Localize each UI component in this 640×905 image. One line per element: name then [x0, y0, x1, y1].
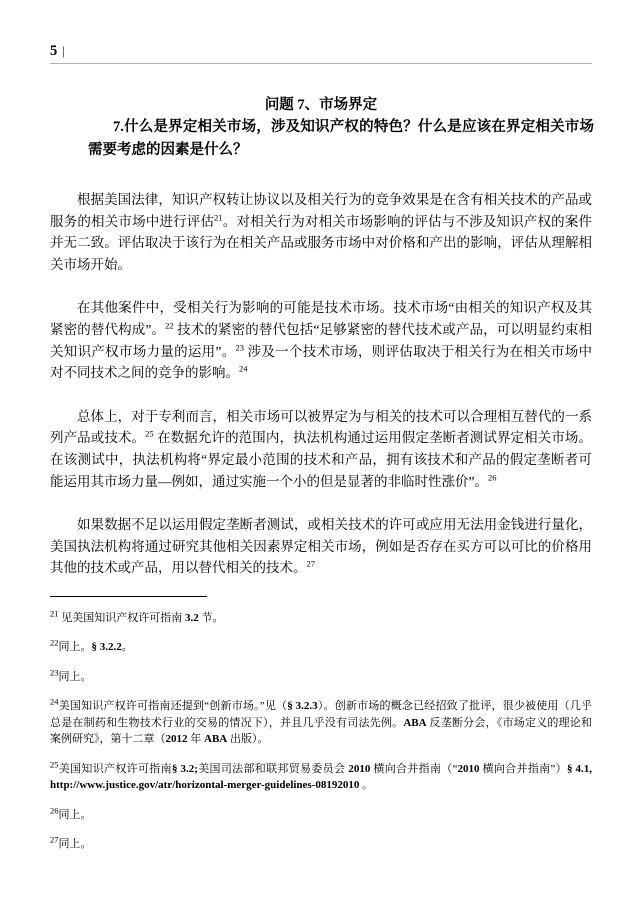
header-rule	[50, 63, 592, 64]
latin-text: 3.2	[185, 611, 199, 624]
latin-text: 2010	[348, 762, 371, 775]
section-title: 问题 7、市场界定	[264, 97, 378, 113]
latin-text: § 3.2.2	[91, 641, 122, 654]
footnote-ref: 22	[165, 320, 174, 331]
latin-text: 2012	[165, 733, 188, 746]
latin-text: ABA	[403, 716, 427, 729]
footnote-ref: 23	[235, 342, 244, 353]
page-number: 5	[50, 43, 58, 59]
footnote-ref: 25	[145, 428, 154, 439]
footnote-ref: 23	[50, 667, 59, 678]
paragraph-3: 总体上，对于专利而言，相关市场可以被界定为与相关的技术可以合理相互替代的一系列产品或技术。$^{25}$ 在数据允许的范围内，执法机构通过运用假定垄断者测试界定相关市场。在该测试中，执法机构将“界定最小范围的技术和产品，拥有该技术和产品的假定垄断者可能运用其市场力量—例如，通过实施一个小的但是显著的非临时性涨价”。$^{26}$	[50, 408, 593, 489]
footnote-22: $^{22}$同上。§ 3.2.2。	[50, 637, 133, 654]
question-heading: 7.什么是界定相关市场，涉及知识产权的特色？什么是应该在界定相关市场需要考虑的因素是什么？	[88, 119, 594, 158]
latin-text: http://www.justice.gov/atr/horizontal-merger-guidelines-08192010	[50, 779, 360, 792]
footnote-26: $^{26}$同上。	[50, 805, 92, 821]
footnote-ref: 24	[50, 696, 59, 707]
footnote-ref: 27	[306, 558, 315, 569]
footnote-ref: 21	[50, 608, 59, 619]
footnote-27: $^{27}$同上。	[50, 834, 92, 851]
footnote-ref: 26	[488, 472, 497, 483]
page-header	[50, 42, 592, 64]
footnote-ref: 26	[50, 805, 59, 816]
latin-text: 2010	[457, 762, 480, 775]
latin-text: § 3.2.3	[287, 700, 318, 713]
footnote-21: $^{21}$ 见美国知识产权许可指南 3.2 节。	[50, 608, 224, 624]
paragraph-1: 根据美国法律，知识产权转让协议以及相关行为的竞争效果是在含有相关技术的产品或服务的相关市场中进行评估$^{21}$。对相关行为对相关市场影响的评估与不涉及知识产权的案件并无二致。评估取决于该行为在相关产品或服务市场中对价格和产出的影响，评估从理解相关市场开始。	[50, 192, 593, 272]
footnotes-section	[50, 596, 592, 853]
paragraph-2: 在其他案件中，受相关行为影响的可能是技术市场。技术市场“由相关的知识产权及其紧密的替代构成”。$^{22}$ 技术的紧密的替代包括“足够紧密的替代技术或产品，可以明显约束相关知识产权市场力量的运用”。$^{23}$ 涉及一个技术市场，则评估取决于相关行为在相关市场中对不同技术之间的竞争的影响。$^{24}$	[50, 300, 593, 381]
footnote-ref: 25	[50, 759, 59, 770]
footnote-25: $^{25}$美国知识产权许可指南§ 3.2;美国司法部和联邦贸易委员会 2010 横向合并指南（“2010 横向合并指南”）§ 4.1, http://www.justice.gov/atr/horizontal-merger-guidelines-08192010 。	[50, 759, 593, 792]
footnote-ref: 24	[239, 363, 248, 374]
footnote-23: $^{23}$同上。	[50, 667, 92, 683]
latin-text: § 3.2;	[171, 762, 198, 775]
document-body	[50, 94, 592, 579]
latin-text: § 4.1,	[566, 762, 593, 775]
latin-text: ABA	[204, 733, 228, 746]
footnote-ref: 21	[214, 212, 223, 223]
page-number-separator: |	[62, 43, 65, 58]
footnote-ref: 22	[50, 637, 59, 648]
paragraph-4: 如果数据不足以运用假定垄断者测试，或相关技术的许可或应用无法用金钱进行量化，美国执法机构将通过研究其他相关因素界定相关市场，例如是否存在买方可以可比的价格用其他的技术或产品，用以替代相关的技术。$^{27}$	[50, 517, 592, 576]
footnote-separator-rule	[50, 596, 207, 597]
footnote-24: $^{24}$美国知识产权许可指南还提到“创新市场。”见（§ 3.2.3）。创新市场的概念已经招致了批评，很少被使用（几乎总是在制药和生物技术行业的交易的情况下），并且几乎没有司法先例。ABA 反垄断分会，《市场定义的理论和案例研究》，第十二章（2012 年 ABA 出版）。	[50, 696, 593, 746]
footnote-ref: 27	[50, 834, 59, 845]
